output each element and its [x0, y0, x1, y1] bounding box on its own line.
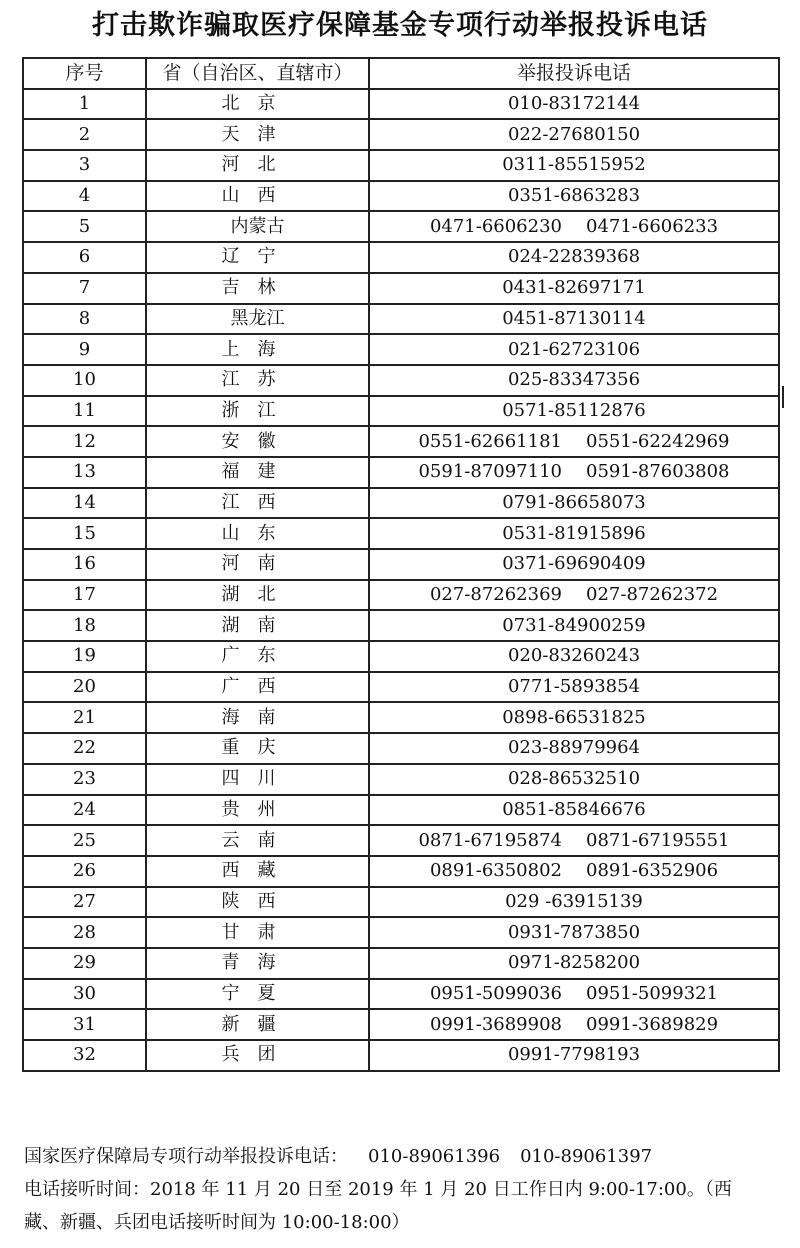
row-number: 14 [23, 488, 146, 519]
phone-number: 022-27680150 [507, 123, 641, 145]
table-row [23, 1040, 779, 1071]
row-province: 重庆 [146, 733, 369, 764]
phone-number: 0791-86658073 [502, 491, 646, 513]
row-phones [369, 89, 779, 120]
row-number: 29 [23, 948, 146, 979]
phone-number: 0591-87097110 [418, 461, 562, 483]
table-row [23, 641, 779, 672]
phone-number: 0931-7873850 [507, 921, 641, 943]
row-phones [369, 150, 779, 181]
table-row [23, 764, 779, 795]
table-row [23, 426, 779, 457]
row-number: 23 [23, 764, 146, 795]
row-number: 18 [23, 610, 146, 641]
phone-number: 0898-66531825 [502, 706, 646, 728]
row-phones [369, 211, 779, 242]
row-number: 15 [23, 518, 146, 549]
row-number: 21 [23, 702, 146, 733]
hours-line: 电话接听时间：2018 年 11 月 20 日至 2019 年 1 月 20 日工作日内 9:00-17:00。（西 [24, 1179, 732, 1200]
table-row [23, 610, 779, 641]
row-number: 26 [23, 856, 146, 887]
phone-number: 0891-6350802 [429, 860, 562, 882]
row-phones [369, 733, 779, 764]
row-phones [369, 764, 779, 795]
row-phones [369, 610, 779, 641]
row-phones [369, 917, 779, 948]
row-phones [369, 1040, 779, 1071]
row-phones [369, 702, 779, 733]
row-number: 22 [23, 733, 146, 764]
row-province: 安徽 [146, 426, 369, 457]
row-province: 山西 [146, 181, 369, 212]
phone-number: 023-88979964 [507, 737, 641, 759]
page-title: 打击欺诈骗取医疗保障基金专项行动举报投诉电话 [92, 10, 708, 41]
row-number: 4 [23, 181, 146, 212]
national-phone-1: 010-89061396 [368, 1146, 501, 1167]
row-number: 5 [23, 211, 146, 242]
row-province: 陕西 [146, 887, 369, 918]
row-number: 16 [23, 549, 146, 580]
phone-number: 0991-3689829 [586, 1013, 719, 1035]
table-row [23, 549, 779, 580]
phone-number: 0971-8258200 [507, 952, 641, 974]
header-phone: 举报投诉电话 [369, 58, 779, 89]
table-row [23, 304, 779, 335]
row-number: 3 [23, 150, 146, 181]
row-province: 海南 [146, 702, 369, 733]
phone-number: 0891-6352906 [586, 860, 719, 882]
row-province: 北京 [146, 89, 369, 120]
row-province: 广西 [146, 672, 369, 703]
table-header-row [23, 58, 779, 89]
row-province: 宁夏 [146, 979, 369, 1010]
row-phones [369, 181, 779, 212]
row-number: 8 [23, 304, 146, 335]
phone-number: 0371-69690409 [502, 553, 646, 575]
row-number: 30 [23, 979, 146, 1010]
table-row [23, 887, 779, 918]
row-province: 上海 [146, 334, 369, 365]
phone-number: 027-87262369 [429, 584, 562, 606]
table-row [23, 396, 779, 427]
row-province: 辽宁 [146, 242, 369, 273]
phone-number: 0871-67195551 [586, 829, 730, 851]
row-number: 10 [23, 365, 146, 396]
row-phones [369, 979, 779, 1010]
row-phones [369, 396, 779, 427]
phone-number: 0471-6606233 [586, 215, 719, 237]
national-phone-2: 010-89061397 [520, 1146, 653, 1167]
table-row [23, 211, 779, 242]
row-province: 黑龙江 [146, 304, 369, 335]
phone-number: 0471-6606230 [429, 215, 562, 237]
row-number: 28 [23, 917, 146, 948]
row-province: 江苏 [146, 365, 369, 396]
phone-number: 0771-5893854 [507, 676, 641, 698]
row-province: 贵州 [146, 795, 369, 826]
row-number: 20 [23, 672, 146, 703]
row-phones [369, 518, 779, 549]
phone-number: 025-83347356 [507, 369, 641, 391]
row-number: 2 [23, 119, 146, 150]
footer-notes [24, 1140, 784, 1239]
row-province: 新疆 [146, 1009, 369, 1040]
row-number: 27 [23, 887, 146, 918]
row-phones [369, 825, 779, 856]
row-province: 江西 [146, 488, 369, 519]
phone-number: 0731-84900259 [502, 614, 646, 636]
row-province: 山东 [146, 518, 369, 549]
national-hotline-line [24, 1140, 784, 1173]
table-row [23, 979, 779, 1010]
row-phones [369, 426, 779, 457]
table-row [23, 856, 779, 887]
row-province: 广东 [146, 641, 369, 672]
phone-number: 021-62723106 [507, 338, 641, 360]
hotline-table [22, 57, 780, 1072]
row-number: 24 [23, 795, 146, 826]
phone-number: 0991-3689908 [429, 1013, 562, 1035]
row-number: 11 [23, 396, 146, 427]
row-number: 6 [23, 242, 146, 273]
row-phones [369, 1009, 779, 1040]
table-row [23, 365, 779, 396]
row-number: 17 [23, 580, 146, 611]
phone-number: 0871-67195874 [418, 829, 562, 851]
table-row [23, 917, 779, 948]
row-phones [369, 365, 779, 396]
row-phones [369, 334, 779, 365]
row-phones [369, 580, 779, 611]
row-phones [369, 948, 779, 979]
row-number: 9 [23, 334, 146, 365]
phone-number: 027-87262372 [586, 584, 719, 606]
row-phones [369, 488, 779, 519]
row-phones [369, 273, 779, 304]
row-province: 云南 [146, 825, 369, 856]
row-phones [369, 641, 779, 672]
phone-number: 0311-85515952 [502, 154, 646, 176]
row-province: 内蒙古 [146, 211, 369, 242]
table-row [23, 119, 779, 150]
table-row [23, 273, 779, 304]
table-row [23, 795, 779, 826]
phone-number: 0951-5099036 [429, 982, 562, 1004]
table-row [23, 825, 779, 856]
phone-number: 0451-87130114 [502, 307, 646, 329]
row-province: 河北 [146, 150, 369, 181]
row-number: 12 [23, 426, 146, 457]
table-row [23, 672, 779, 703]
table-body [23, 89, 779, 1071]
row-province: 湖北 [146, 580, 369, 611]
row-province: 河南 [146, 549, 369, 580]
row-province: 吉林 [146, 273, 369, 304]
row-phones [369, 549, 779, 580]
row-number: 7 [23, 273, 146, 304]
edge-mark [782, 386, 784, 408]
row-province: 兵团 [146, 1040, 369, 1071]
phone-number: 0571-85112876 [502, 399, 646, 421]
phone-number: 0431-82697171 [502, 277, 646, 299]
row-province: 湖南 [146, 610, 369, 641]
row-number: 31 [23, 1009, 146, 1040]
row-phones [369, 795, 779, 826]
table-row [23, 580, 779, 611]
row-phones [369, 856, 779, 887]
table-row [23, 181, 779, 212]
row-province: 青海 [146, 948, 369, 979]
table-row [23, 242, 779, 273]
row-phones [369, 672, 779, 703]
row-province: 福建 [146, 457, 369, 488]
row-phones [369, 119, 779, 150]
row-province: 甘肃 [146, 917, 369, 948]
row-province: 西藏 [146, 856, 369, 887]
phone-number: 029 -63915139 [505, 890, 643, 912]
hours-line-2: 藏、新疆、兵团电话接听时间为 10:00-18:00） [24, 1212, 410, 1233]
row-number: 32 [23, 1040, 146, 1071]
row-province: 天津 [146, 119, 369, 150]
row-phones [369, 887, 779, 918]
phone-number: 0951-5099321 [586, 982, 719, 1004]
table-row [23, 89, 779, 120]
phone-number: 0851-85846676 [502, 798, 646, 820]
table-row [23, 334, 779, 365]
phone-number: 028-86532510 [507, 768, 641, 790]
phone-number: 010-83172144 [507, 93, 641, 115]
table-row [23, 733, 779, 764]
row-province: 浙江 [146, 396, 369, 427]
phone-number: 0591-87603808 [586, 461, 730, 483]
table-row [23, 518, 779, 549]
table-row [23, 948, 779, 979]
header-number: 序号 [23, 58, 146, 89]
phone-number: 0991-7798193 [507, 1044, 641, 1066]
table-row [23, 702, 779, 733]
row-number: 13 [23, 457, 146, 488]
phone-number: 020-83260243 [507, 645, 641, 667]
row-number: 1 [23, 89, 146, 120]
phone-number: 0351-6863283 [507, 185, 641, 207]
table-row [23, 457, 779, 488]
row-phones [369, 242, 779, 273]
table-row [23, 1009, 779, 1040]
row-phones [369, 457, 779, 488]
row-number: 25 [23, 825, 146, 856]
header-province: 省（自治区、直辖市） [146, 58, 369, 89]
phone-number: 0551-62661181 [418, 430, 562, 452]
national-hotline-label: 国家医疗保障局专项行动举报投诉电话： [24, 1146, 348, 1167]
table-row [23, 150, 779, 181]
row-province: 四川 [146, 764, 369, 795]
row-number: 19 [23, 641, 146, 672]
table-row [23, 488, 779, 519]
phone-number: 0551-62242969 [586, 430, 730, 452]
phone-number: 024-22839368 [507, 246, 641, 268]
row-phones [369, 304, 779, 335]
phone-number: 0531-81915896 [502, 522, 646, 544]
